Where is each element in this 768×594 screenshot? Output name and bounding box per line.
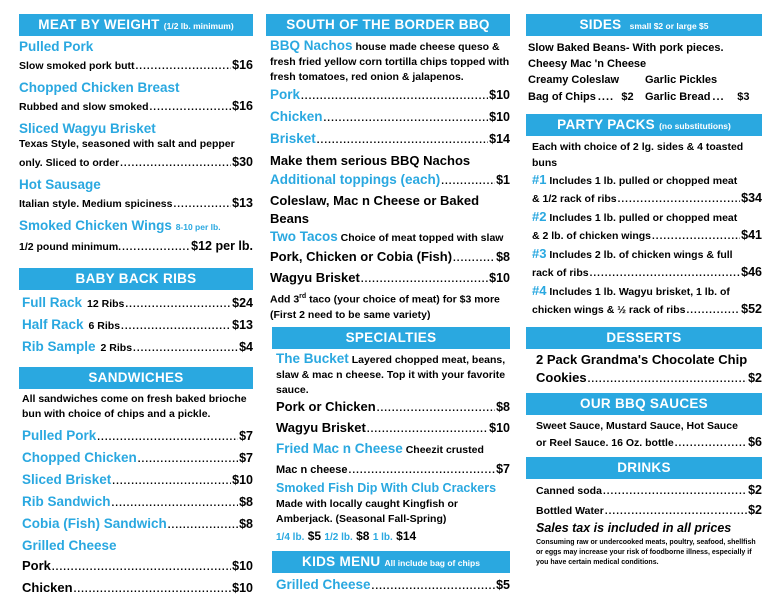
section-title: BABY BACK RIBS <box>75 271 197 286</box>
pack-line <box>532 282 762 301</box>
section-title: SIDES <box>579 17 622 32</box>
menu-item-row <box>19 152 253 174</box>
sides-line <box>528 72 762 88</box>
pack-desc: & 1/2 rack of ribs <box>532 193 617 205</box>
pack-desc: chicken wings & ½ rack of ribs <box>532 304 686 316</box>
sauces-price: $6 <box>748 435 762 449</box>
section-subtitle: (no substitutions) <box>659 121 731 131</box>
sides-line <box>528 56 762 72</box>
sandwich-row <box>22 426 253 448</box>
bucket-row-label: Pork or Chicken <box>276 398 376 414</box>
menu-item-desc: only. Sliced to order <box>19 157 120 169</box>
sandwich-name: Pulled Pork <box>22 428 97 443</box>
bucket-wagyu-label: Wagyu Brisket <box>276 419 366 435</box>
section-title: OUR BBQ SAUCES <box>580 396 708 411</box>
side-item: Bag of Chips <box>528 91 596 103</box>
section-subtitle: All include bag of chips <box>384 557 480 568</box>
sandwich-row <box>22 514 253 536</box>
fish-dip-desc: Made with locally caught Kingfish or Amberjack. (Seasonal Fall-Spring) <box>276 497 459 525</box>
drink-price: $2 <box>748 483 762 497</box>
sides-line <box>528 88 762 106</box>
grilled-cheese-heading: Grilled Cheese <box>22 538 117 553</box>
side-item: Garlic Bread <box>645 91 711 103</box>
third-taco-post: taco (your choice of meat) for $3 more (First 2 need to be same variety) <box>270 293 500 321</box>
grilled-cheese-price: $10 <box>232 581 253 594</box>
menu-item-name: Hot Sausage <box>19 177 101 192</box>
fried-mac-price: $7 <box>496 461 510 476</box>
menu-column-middle <box>266 14 510 594</box>
drink-row <box>536 481 762 501</box>
side-item: Slow Baked Beans- With pork pieces. <box>528 42 724 54</box>
pack-price: $52 <box>741 302 762 316</box>
chips-item: Bag of Chips .... $2 <box>528 88 645 106</box>
drink-name: Canned soda <box>536 485 602 497</box>
dessert-name: Cookies <box>536 370 587 385</box>
grilled-cheese-name: Pork <box>22 558 51 573</box>
bucket-price: $8 <box>496 399 510 414</box>
ribs-name: Half Rack <box>22 317 84 332</box>
menu-column-right <box>526 14 762 568</box>
ribs-qty: 12 Ribs <box>87 298 125 310</box>
pack-row <box>532 264 762 282</box>
section-title: KIDS MENU <box>302 553 381 569</box>
ribs-name: Full Rack <box>22 295 83 310</box>
fried-mac-desc-text: Cheezit crusted <box>402 443 484 456</box>
side-item: Garlic Pickles <box>645 74 718 86</box>
ribs-qty: 6 Ribs <box>88 320 121 332</box>
nachos-meat: Pork <box>270 87 301 102</box>
pack-number: #2 <box>532 209 547 224</box>
fish-dip-price: $8 <box>356 528 370 543</box>
ribs-row <box>22 293 253 315</box>
nachos-price: $10 <box>489 110 510 124</box>
baby-back-ribs-header <box>19 268 253 290</box>
section-subtitle: small $2 or large $5 <box>629 21 709 31</box>
drink-price: $2 <box>748 503 762 517</box>
pack-number: #1 <box>532 172 547 187</box>
kids-row <box>276 575 510 594</box>
fish-dip-price: $14 <box>396 528 417 543</box>
meat-by-weight-header <box>19 14 253 36</box>
third-taco-sup: rd <box>299 293 307 300</box>
toppings-price: $1 <box>496 173 510 187</box>
pack-desc: Includes 1 lb. pulled or chopped meat <box>546 212 738 224</box>
sandwich-row <box>22 470 253 492</box>
menu-item-price: $12 per lb. <box>191 239 253 253</box>
grilled-cheese-row <box>22 556 253 578</box>
tacos-name: Two Tacos <box>270 229 338 244</box>
menu-column-left <box>19 14 253 594</box>
menu-item-name-text: Smoked Chicken Wings <box>19 218 172 233</box>
sandwich-name: Chopped Chicken <box>22 450 137 465</box>
tacos-desc <box>270 228 510 247</box>
sauces-row <box>536 434 762 452</box>
pack-number: #3 <box>532 246 547 261</box>
third-taco-note <box>270 289 510 323</box>
menu-item-price: $30 <box>232 155 253 169</box>
grilled-cheese-row <box>22 578 253 594</box>
fish-dip-sizes <box>276 527 510 547</box>
sides-header <box>526 14 762 36</box>
sauces-line: Sweet Sauce, Mustard Sauce, Hot Sauce <box>536 420 738 432</box>
pack-desc: Includes 1 lb. Wagyu brisket, 1 lb. of <box>546 286 730 298</box>
drink-row <box>536 501 762 521</box>
tacos-wagyu-label: Wagyu Brisket <box>270 270 360 285</box>
nachos-name: BBQ Nachos <box>270 38 353 53</box>
menu-item-name: Chopped Chicken Breast <box>19 80 180 95</box>
sales-tax-note: Sales tax is included in all prices <box>536 521 732 535</box>
menu-item-row <box>19 55 253 77</box>
side-price: $2 <box>621 91 634 103</box>
section-title: DESSERTS <box>606 330 682 345</box>
sides-line <box>528 40 762 56</box>
fish-dip-name: Smoked Fish Dip With Club Crackers <box>276 480 497 495</box>
foodborne-illness-notice: Consuming raw or undercooked meats, poultry, seafood, shellfish or eggs may increase your risk of foodborne illness, especially if you have certain medical conditions. <box>536 539 756 566</box>
pack-price: $34 <box>741 191 762 205</box>
pack-line <box>532 208 762 227</box>
serious-nachos: Make them serious BBQ Nachos <box>270 153 471 168</box>
sandwich-name: Rib Sandwich <box>22 494 111 509</box>
ribs-row <box>22 337 253 359</box>
packs-intro: Each with choice of 2 lg. sides & 4 toasted buns <box>532 141 744 169</box>
third-taco-pre: Add 3 <box>270 293 300 306</box>
menu-item-name: Sliced Wagyu Brisket <box>19 121 156 136</box>
sandwiches-header <box>19 367 253 389</box>
fried-mac-name: Fried Mac n Cheese <box>276 440 403 456</box>
ribs-name: Rib Sample <box>22 339 96 354</box>
tacos-desc-text: Choice of meat topped with slaw <box>337 232 504 244</box>
pack-price: $46 <box>741 265 762 279</box>
menu-item-desc: Texas Style, seasoned with salt and pepper <box>19 138 235 150</box>
pack-line <box>532 245 762 264</box>
bucket-desc-text: Layered chopped meat, beans, slaw & mac n cheese. Top it with your favorite sauce. <box>276 353 506 396</box>
fish-dip-size: 1/4 lb. <box>276 531 305 543</box>
sandwich-price: $10 <box>232 473 253 487</box>
dessert-price: $2 <box>748 371 762 385</box>
bucket-wagyu-price: $10 <box>489 420 510 435</box>
pack-price: $41 <box>741 228 762 242</box>
menu-item-desc: Italian style. Medium spiciness <box>19 198 173 210</box>
nachos-row <box>270 129 510 151</box>
bucket-wagyu-row <box>276 418 510 439</box>
section-title: MEAT BY WEIGHT <box>38 17 160 32</box>
section-title: SOUTH OF THE BORDER BBQ <box>286 17 490 32</box>
tacos-row-label: Pork, Chicken or Cobia (Fish) <box>270 249 453 264</box>
pack-desc: rack of ribs <box>532 267 589 279</box>
grilled-cheese-price: $10 <box>232 559 253 573</box>
dessert-line: 2 Pack Grandma's Chocolate Chip <box>536 352 748 367</box>
section-title: DRINKS <box>617 460 671 475</box>
side-item: Cheesy Mac 'n Cheese <box>528 58 647 70</box>
fried-mac-row <box>276 460 510 480</box>
sandwich-price: $7 <box>239 451 253 465</box>
nachos-price: $10 <box>489 88 510 102</box>
sandwiches-intro: All sandwiches come on fresh baked brioche bun with choice of chips and a pickle. <box>22 393 247 420</box>
nachos-row <box>270 107 510 129</box>
menu-item-name <box>19 217 253 236</box>
toppings-list: Coleslaw, Mac n Cheese or Baked Beans <box>270 193 480 226</box>
nachos-row <box>270 85 510 107</box>
ribs-price: $13 <box>232 318 253 332</box>
menu-item-price: $16 <box>232 58 253 72</box>
ribs-price: $4 <box>239 340 253 354</box>
dessert-row <box>536 369 762 388</box>
specialties-header <box>272 327 510 349</box>
nachos-meat: Chicken <box>270 109 323 124</box>
menu-item-desc: 1/2 pound minimum. <box>19 241 122 253</box>
fish-dip-size: 1/2 lb. <box>324 531 353 543</box>
sandwich-name: Sliced Brisket <box>22 472 112 487</box>
pack-desc: Includes 2 lb. of chicken wings & full <box>546 249 733 261</box>
section-subtitle: (1/2 lb. minimum) <box>163 21 234 31</box>
grilled-cheese-name: Chicken <box>22 580 73 594</box>
bbq-sauces-header <box>526 393 762 415</box>
menu-item-row <box>19 236 253 258</box>
sandwich-price: $7 <box>239 429 253 443</box>
bread-item: Garlic Bread ... $3 <box>645 88 762 106</box>
pack-number: #4 <box>532 283 547 298</box>
toppings-name: Additional toppings (each) <box>270 172 441 187</box>
pack-row <box>532 301 762 319</box>
party-packs-header <box>526 114 762 136</box>
fish-dip-size: 1 lb. <box>372 531 393 543</box>
sauces-desc: or Reel Sauce. 16 Oz. bottle <box>536 437 674 449</box>
drink-name: Bottled Water <box>536 505 604 517</box>
kids-item-price: $5 <box>496 577 510 592</box>
bucket-name: The Bucket <box>276 350 349 366</box>
sandwich-price: $8 <box>239 495 253 509</box>
pack-line <box>532 171 762 190</box>
tacos-wagyu-price: $10 <box>489 271 510 285</box>
nachos-desc-text: house made cheese queso & fresh fried yellow corn tortilla chips topped with fresh tomatoes, red onion & jalapenos. <box>270 41 510 83</box>
kids-menu-header <box>272 551 510 573</box>
side-price: $3 <box>737 91 750 103</box>
fried-mac-row-label: Mac n cheese <box>276 463 348 476</box>
menu-item-price: $13 <box>232 196 253 210</box>
drinks-header <box>526 457 762 479</box>
nachos-price: $14 <box>489 132 510 146</box>
ribs-qty: 2 Ribs <box>100 342 133 354</box>
bucket-desc <box>276 351 510 398</box>
menu-item-row <box>19 96 253 118</box>
menu-item-row <box>19 193 253 215</box>
tacos-row <box>270 247 510 268</box>
nachos-meat: Brisket <box>270 131 316 146</box>
side-item: Creamy Coleslaw <box>528 74 620 86</box>
menu-item-price: $16 <box>232 99 253 113</box>
sandwich-price: $8 <box>239 517 253 531</box>
menu-item-sub: 8-10 per lb. <box>175 222 221 232</box>
bucket-row <box>276 398 510 418</box>
pack-row <box>532 190 762 208</box>
pack-desc: & 2 lb. of chicken wings <box>532 230 652 242</box>
section-title: SANDWICHES <box>88 370 184 385</box>
section-title: SPECIALTIES <box>345 329 437 345</box>
pack-row <box>532 227 762 245</box>
ribs-price: $24 <box>232 296 253 310</box>
sandwich-row <box>22 492 253 514</box>
menu-item-desc: Slow smoked pork butt <box>19 60 135 72</box>
nachos-desc <box>270 38 510 85</box>
menu-item-name: Pulled Pork <box>19 39 94 54</box>
tacos-wagyu-row <box>270 268 510 289</box>
desserts-header <box>526 327 762 349</box>
toppings-row <box>270 170 510 192</box>
south-of-the-border-header <box>266 14 510 36</box>
sandwich-name: Cobia (Fish) Sandwich <box>22 516 167 531</box>
section-title: PARTY PACKS <box>557 117 655 132</box>
tacos-price: $8 <box>496 250 510 264</box>
sandwich-row <box>22 448 253 470</box>
fried-mac-desc <box>276 439 510 460</box>
ribs-row <box>22 315 253 337</box>
fish-dip-price: $5 <box>307 528 322 543</box>
kids-item-name: Grilled Cheese <box>276 576 371 592</box>
pack-desc: Includes 1 lb. pulled or chopped meat <box>546 175 738 187</box>
menu-item-desc: Rubbed and slow smoked <box>19 101 149 113</box>
